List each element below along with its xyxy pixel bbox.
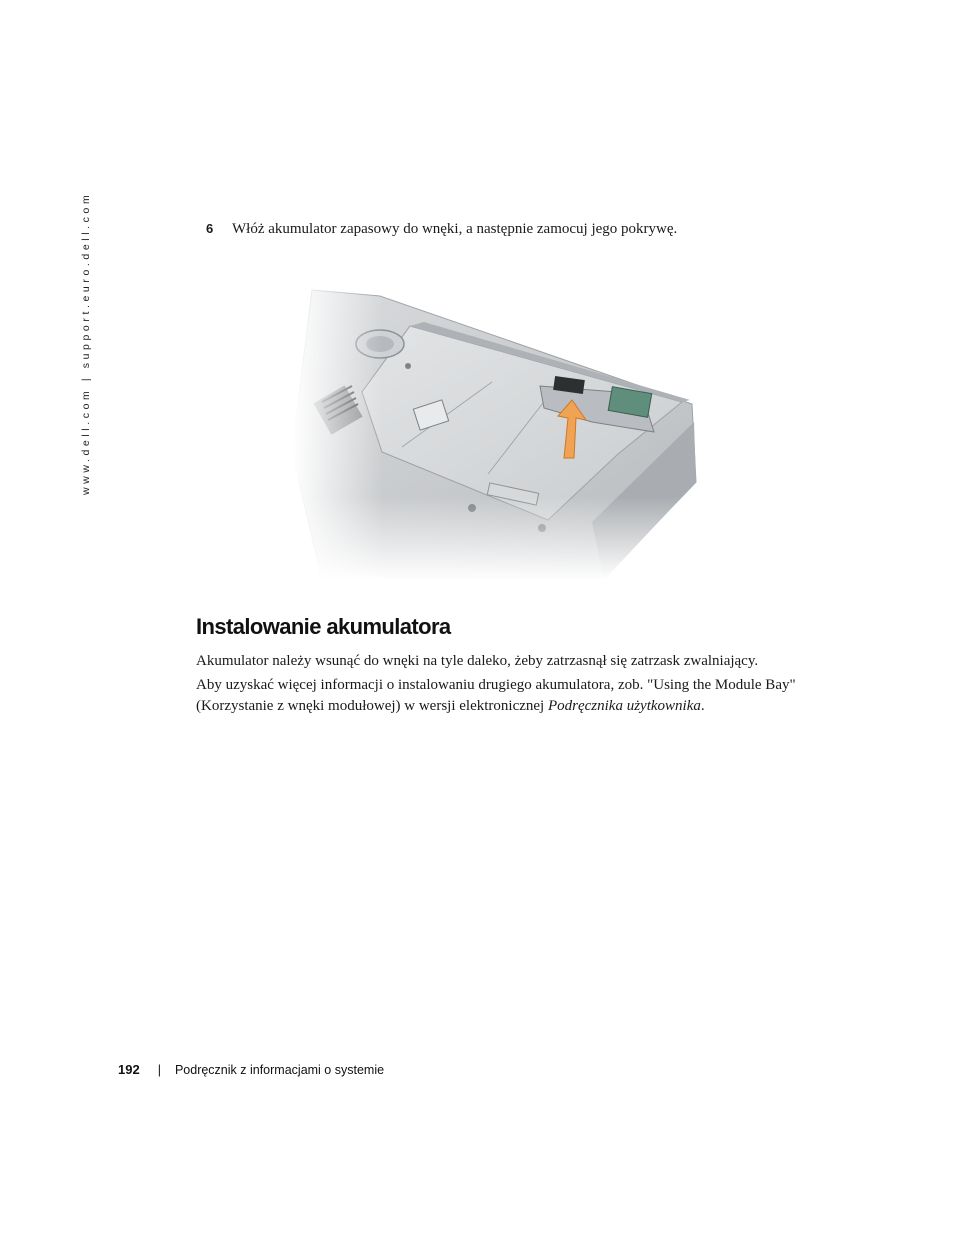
page-footer <box>118 1062 384 1077</box>
step-text: Włóż akumulator zapasowy do wnęki, a następnie zamocuj jego pokrywę. <box>232 221 678 237</box>
page-number: 192 <box>118 1062 140 1077</box>
footer-separator: | <box>157 1063 161 1077</box>
step-6 <box>206 219 677 239</box>
side-url: www.dell.com | support.euro.dell.com <box>80 191 92 495</box>
paragraph-2-text: Aby uzyskać więcej informacji o instalowaniu drugiego akumulatora, zob. "Using the Module Bay" (Korzystanie z wnęki modułowej) w wersji elektronicznej <box>196 677 796 714</box>
manual-title: Podręcznika użytkownika <box>547 698 701 714</box>
paragraph-2 <box>196 675 816 717</box>
step-number: 6 <box>206 221 214 236</box>
paragraph-1: Akumulator należy wsunąć do wnęki na tyle daleko, żeby zatrzasnął się zatrzask zwalniający. <box>196 653 759 669</box>
footer-title: Podręcznik z informacjami o systemie <box>174 1063 385 1077</box>
battery-bay-illustration <box>292 282 704 580</box>
section-heading: Instalowanie akumulatora <box>196 614 451 639</box>
paragraph-2-end: . <box>700 698 705 714</box>
